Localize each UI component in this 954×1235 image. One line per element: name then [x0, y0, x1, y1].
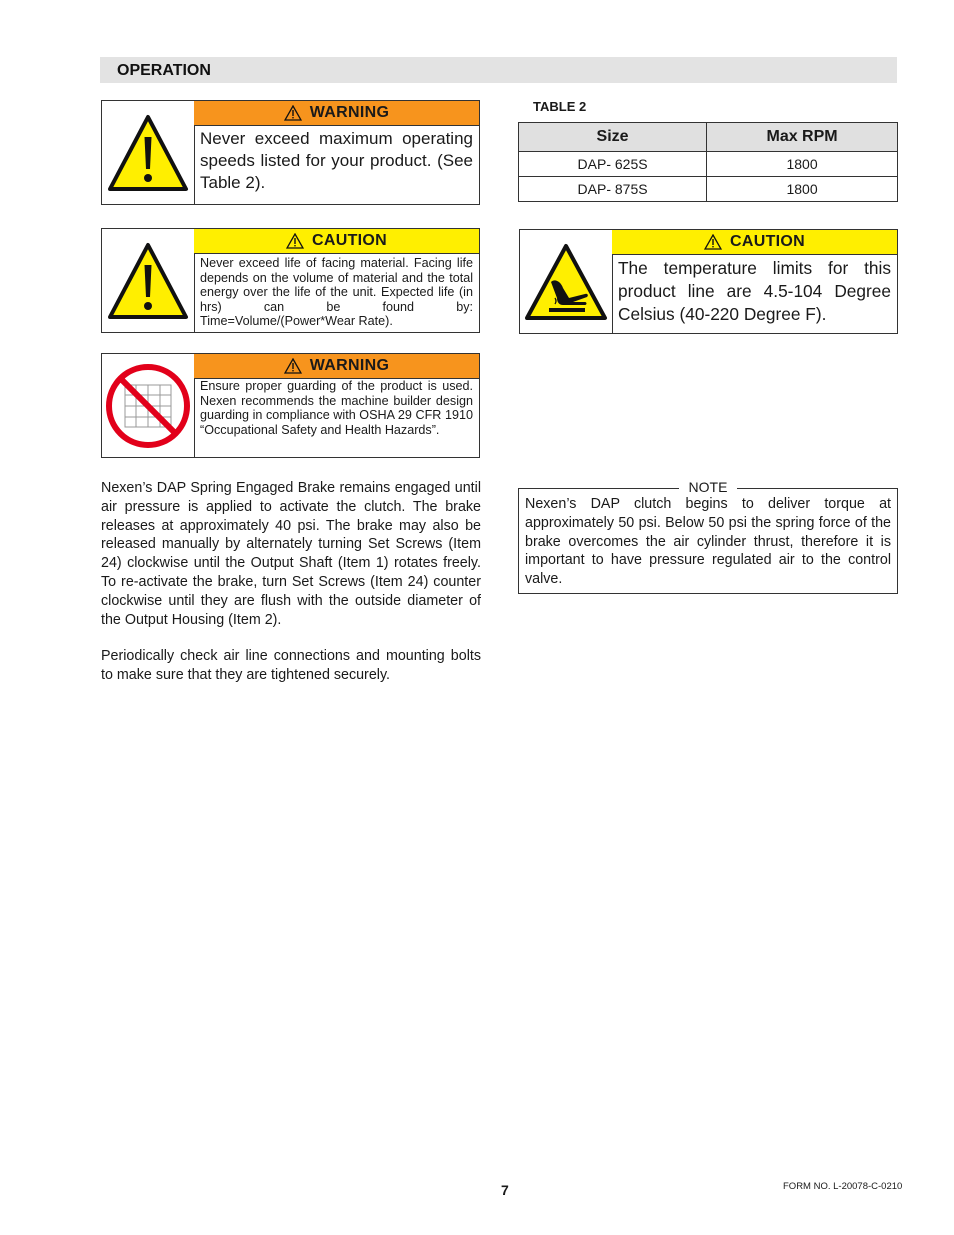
rpm-table	[518, 122, 898, 202]
brake-paragraph: Nexen’s DAP Spring Engaged Brake remains engaged until air pressure is applied to activate the clutch. The brake releases at approximately 40 psi. The brake may also be released manually by alternately turning Set Screws (Item 24) clockwise until the Output Shaft (Item 1) rotates freely. To re-activate the brake, turn Set Screws (Item 24) counter clockwise until they are flush with the outside diameter of the Output Housing (Item 2).	[101, 480, 481, 628]
table-header-size: Size	[519, 123, 707, 152]
warning-heading-label: WARNING	[309, 104, 390, 121]
small-warning-triangle-icon	[286, 233, 304, 249]
maintenance-paragraph: Periodically check air line connections and mounting bolts to make sure that they are tightened securely.	[101, 648, 481, 683]
small-warning-triangle-icon	[704, 234, 722, 250]
page-number: 7	[501, 1182, 509, 1198]
warning-box-speed	[101, 100, 480, 205]
temperature-icon-cell	[520, 230, 613, 333]
warning-text-2: Ensure proper guarding of the product is used. Nexen recommends the machine builder design guarding in compliance with OSHA 29 CFR 1910 “Occupational Safety and Health Hazards”.	[200, 379, 473, 437]
caution-icon-cell	[102, 229, 195, 332]
table-cell-size: DAP- 875S	[519, 177, 707, 202]
caution-box-temperature	[519, 229, 898, 334]
table-row	[519, 177, 898, 202]
table-header-row	[519, 123, 898, 152]
caution-text: Never exceed life of facing material. Facing life depends on the volume of material and the total energy over the life of the unit. Expected life (in hrs) can be found by: Time=Volume/(Power*Wear Rate).	[200, 256, 473, 329]
caution-heading-2	[612, 230, 897, 255]
note-box	[518, 488, 898, 594]
form-number: FORM NO. L-20078-C-0210	[783, 1181, 903, 1192]
caution-heading	[194, 229, 479, 254]
small-warning-triangle-icon	[284, 105, 302, 121]
note-title: NOTE	[679, 479, 737, 495]
warning-heading	[194, 101, 479, 126]
caution-heading-label-2: CAUTION	[730, 233, 805, 250]
hot-surface-hand-icon	[523, 242, 609, 322]
warning-icon-cell	[102, 101, 195, 204]
small-warning-triangle-icon	[284, 358, 302, 374]
caution-text-2: The temperature limits for this product line are 4.5-104 Degree Celsius (40-220 Degree F).	[618, 258, 891, 324]
table-cell-size: DAP- 625S	[519, 152, 707, 177]
warning-heading-2	[194, 354, 479, 379]
warning-heading-label-2: WARNING	[309, 357, 390, 374]
rpm-table-wrap	[518, 122, 898, 202]
no-access-guard-icon	[105, 363, 191, 449]
table-cell-rpm: 1800	[707, 177, 898, 202]
caution-heading-label: CAUTION	[312, 232, 387, 249]
guarding-icon-cell	[102, 354, 195, 457]
table-header-rpm: Max RPM	[707, 123, 898, 152]
warning-text: Never exceed maximum operating speeds listed for your product. (See Table 2).	[200, 129, 473, 192]
table-label: TABLE 2	[533, 99, 587, 114]
section-title: OPERATION	[100, 57, 897, 83]
caution-box-facing	[101, 228, 480, 333]
exclamation-triangle-icon	[106, 241, 190, 321]
table-row	[519, 152, 898, 177]
warning-box-guarding	[101, 353, 480, 458]
exclamation-triangle-icon	[106, 113, 190, 193]
note-text: Nexen’s DAP clutch begins to deliver torque at approximately 50 psi. Below 50 psi the spring force of the brake overcomes the air cylinder thrust, therefore it is important to have pressure regulated air to the control valve.	[525, 496, 891, 588]
table-cell-rpm: 1800	[707, 152, 898, 177]
